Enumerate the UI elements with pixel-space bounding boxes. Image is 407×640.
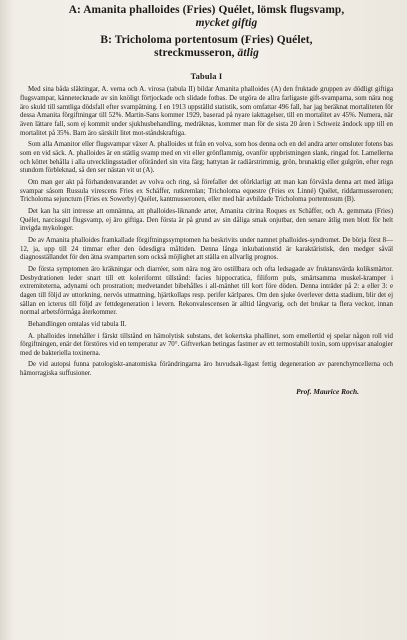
title-b-common-name: streckmusseron,	[154, 47, 235, 60]
title-line-b	[20, 34, 393, 47]
document-header	[20, 4, 393, 60]
title-line-a-italic	[20, 17, 393, 30]
paragraph: Det kan ha sitt intresse att omnämna, att phalloides-liknande arter, Amanita citrina Roques ex Schäffer, och A. gemmata (Fries) Quélet, narcissgul flugsvamp, ej äro giftiga. Den första är på grund av sin dåliga smak onjutbar, den senare ätlig men blott för helt invigda mykologer.	[20, 207, 393, 233]
paragraph: De vid autopsi funna patologiskt-anatomiska förändringarna äro huvudsak-ligast fettig degeneration av parenchymcellerna och hämorragiska suffusioner.	[20, 361, 393, 378]
author-signature: Prof. Maurice Roch.	[296, 386, 359, 396]
paragraph: Som alla Amanitor eller flugsvampar växer A. phalloides ut från en volva, som hos denna och en del andra arter omsluter fotens bas som en vid säck. A. phalloides är en stätlig svamp med en vit eller grönflammig, ovanför uppbristningen slank, ringad fot. Lamellerna och köttet behålla i alla utvecklingsstadier oföränderl sin vita färg; hattytan är radiärstrimmig, grön, brunaktig eller gulgrön, efter regn stundom förbleknad, så den ser nästan vit ut (A).	[20, 141, 393, 175]
paragraph: Behandlingen omtalas vid tabula II.	[28, 320, 127, 328]
title-line-a	[20, 4, 393, 17]
title-a-edibility: mycket giftig	[195, 17, 258, 30]
paragraph: Med sina båda släktingar, A. verna och A. virosa (tabula II) bildar Amanita phalloides (A) den fruktade gruppen av dödligt giftiga flugsvampar, kännetecknade av sin knöligt förtjockade och slidade fotbas. De utgöra de allra farligaste gift-svamparna, som nära nog äro skuld till samtliga dödsfall efter svampätning. I en 1913 uppställd statistik, som omfattar 496 fall, har jag beräknat mortaliteten för dessa Amanita förgiftningar till 52%. Martin-Sans kommer 1929, baserad på nyare iakttagelser, till en mortalitet av 45%. Numera, när även lättare fall, som ej kommit under sjukhusbehandling, medräknas, kommer man för de sista 20 åren i Schweiz ändock upp till en mortalitet på 35%. Barn äro särskilt litet mot-ståndskraftiga.	[20, 86, 393, 137]
paragraph: De av Amanita phalloides framkallade förgiftningssymptomen ha beskrivits under namnet phalloides-syndromet. De börja först 8—12, ja, upp till 24 timmar efter den ödesdigra måltiden. Denna långa inkubationstid är karaktäristisk, den medger såväl diagnosställandet för den ätna svamparten som också möjlighet att ställa en allvarlig prognos.	[20, 236, 393, 262]
paragraph: Om man ger akt på förhandenvarandet av volva och ring, så förefaller det oförklarligt att man kan förväxla denna art med ätliga svampar såsom Russula virescens Fries ex Schäffer, rutkremlan; Tricholoma equestre (Fries ex Linné) Quélet, riddarmusseronen; Tricholoma sejunctum (Fries ex Sowerby) Quélet, kantmusseronen, eller med här avbildade Tricholoma portentosum (B).	[20, 179, 393, 204]
title-line-b2	[20, 47, 393, 60]
title-b-edibility: ätlig	[237, 47, 259, 60]
title-b-text: B: Tricholoma portentosum (Fries) Quélet,	[100, 34, 313, 47]
paragraph: De första symptomen äro kräkningar och diarréer, som nära nog äro ostillbara och ofta ledsagade av fruktansvärda koliksmärtor. Desbydrationen leder snart till ett koleriformt tillstånd: facies hippocratica, filiform puls, smärtsamma muskel-kramper i extremiteterna, adynami och prostration; medvetandet bibehålles i all-mänhet till kort före döden. Denna inträder på 2: a eller 3: e dagen till följd av uttorkning, nervös utmattning, hjärtkollaps resp. perifer kärlpares. Om den sjuke överlever detta stadium, blir det ej sällan en icterus till följd av fettdegeneration i levern. Rekonvalescensen är alltid långvarig, och det brukar ta flera veckor, innan normal arbetsförmåga återkommer.	[20, 265, 393, 317]
table-title: Tabula I	[190, 72, 223, 82]
paragraph: A. phalloides innehåller i färskt tillstånd en hämolytisk substans, det kokertska phallinet, som emellertid ej spelar någon roll vid förgiftningen, enär det förstöres vid en temperatur av 70°. Giftverkan betingas fastmer av ett termostabilt toxin, som uppvisar analogier med de bakteriella toxinerna.	[20, 332, 393, 357]
body-text	[20, 86, 393, 378]
title-a-text: A: Amanita phalloides (Fries) Quélet, lömsk flugsvamp,	[68, 4, 345, 16]
